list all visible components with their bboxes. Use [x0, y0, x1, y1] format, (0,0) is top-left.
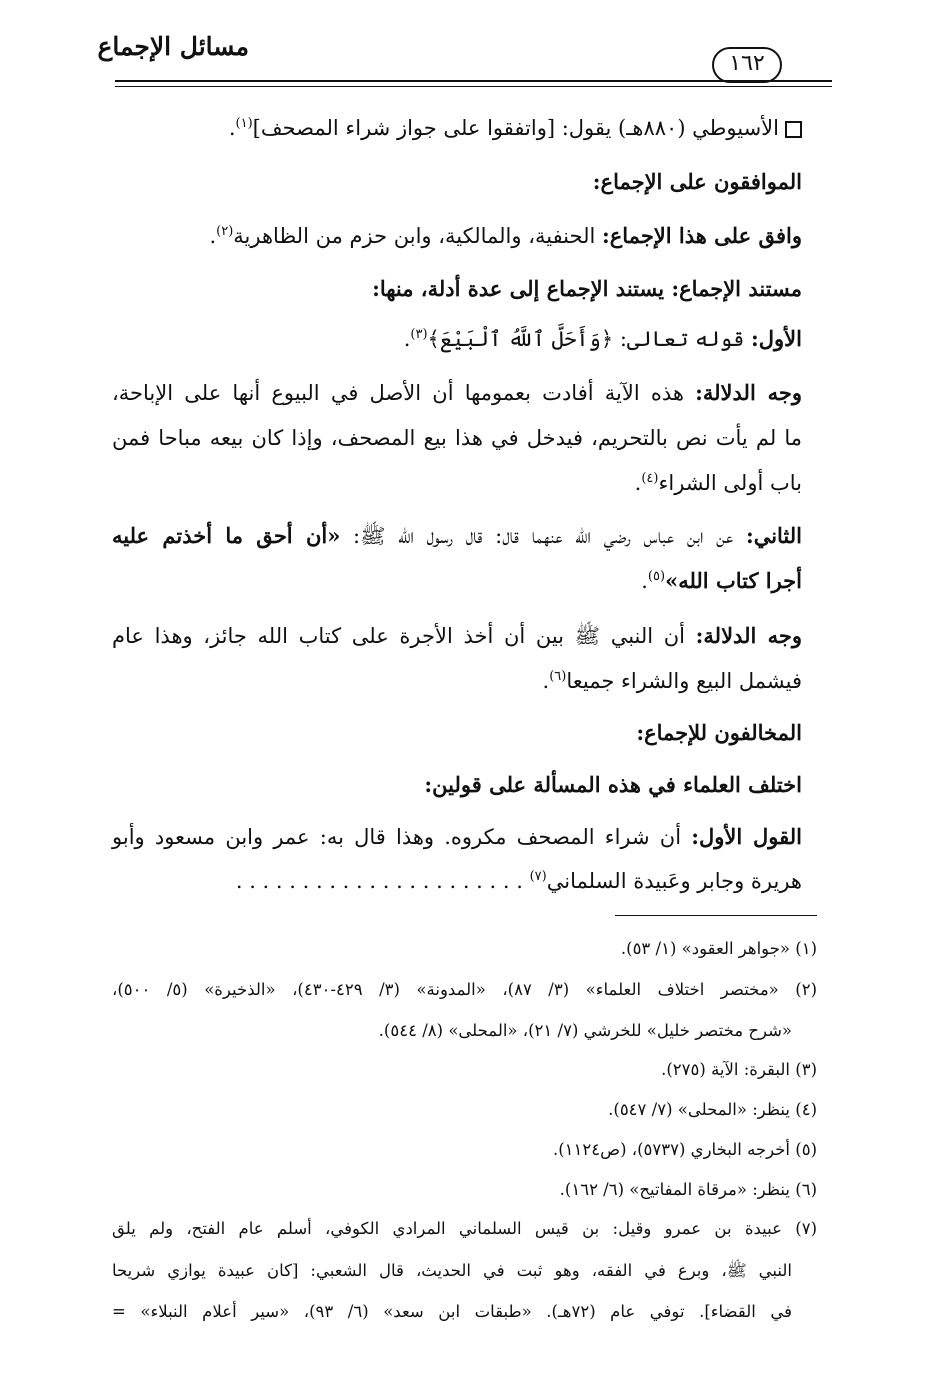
running-title: مسائل الإجماع [97, 32, 249, 61]
paragraph-line-3: وافق على هذا الإجماع: الحنفية، والمالكية، وابن حزم من الظاهرية$^{(٢)}$. [209, 223, 802, 248]
header-rule [115, 80, 832, 82]
paragraph-line-10: أجرا كتاب الله»$^{(٥)}$. [641, 568, 802, 593]
footnote-7-continued-2: في القضاء]. توفي عام (٧٢هـ). «طبقات ابن سعد» (٦/ ٩٣)، «سير أعلام النبلاء» = [112, 1302, 793, 1321]
footnote-1: (١) «جواهر العقود» (١/ ٥٣). [620, 939, 817, 958]
footnote-5: (٥) أخرجه البخاري (٥٧٣٧)، (ص١١٢٤). [552, 1140, 817, 1159]
footnote-4: (٤) ينظر: «المحلى» (٧/ ٥٤٧). [608, 1100, 817, 1119]
footnote-2: (٢) «مختصر اختلاف العلماء» (٣/ ٨٧)، «المدونة» (٣/ ٤٢٩-٤٣٠)، «الذخيرة» (٥/ ٥٠٠)، [112, 980, 817, 999]
paragraph-line-11: وجه الدلالة: أن النبي ﷺ بين أن أخذ الأجرة على كتاب الله جائز، وهذا عام [112, 623, 802, 648]
footnote-2-continued: «شرح مختصر خليل» للخرشي (٧/ ٢١)، «المحلى» (٨/ ٥٤٤). [378, 1021, 792, 1040]
page-number: ١٦٢ [712, 47, 782, 83]
paragraph-line-9: الثاني: عن ابن عباس رضي الله عنهما قال: قال رسول الله ﷺ: «أن أحق ما أخذتم عليه [112, 523, 803, 548]
header-rule-thin [115, 86, 832, 87]
paragraph-line-16: هريرة وجابر وعَبيدة السلماني$^{(٧)}$ . . . . . . . . . . . . . . . . . . . . . . [235, 869, 802, 893]
paragraph-line-6: وجه الدلالة: هذه الآية أفادت بعمومها أن الأصل في البيوع أنها على الإباحة، [112, 380, 802, 405]
footnote-3: (٣) البقرة: الآية (٢٧٥). [661, 1060, 817, 1079]
section-heading-agreeing: الموافقون على الإجماع: [592, 169, 802, 194]
footnote-ref[interactable]: (٢) [216, 224, 234, 239]
square-bullet-icon [785, 121, 802, 138]
paragraph-line-12: فيشمل البيع والشراء جميعا$^{(٦)}$. [542, 669, 802, 693]
footnote-6: (٦) ينظر: «مرقاة المفاتيح» (٦/ ١٦٢). [559, 1180, 817, 1199]
footnote-7: (٧) عبيدة بن عمرو وقيل: بن قيس السلماني المرادي الكوفي، أسلم عام الفتح، ولم يلق [112, 1219, 817, 1238]
section-heading-evidence: مستند الإجماع: يستند الإجماع إلى عدة أدلة، منها: [372, 276, 802, 301]
paragraph-line-5: الأول: قوله تعالى: ﴿وَأَحَلَّ ٱللَّهُ ٱلْبَيْعَ﴾$^{(٣)}$. [403, 326, 802, 351]
footnote-separator [615, 915, 817, 916]
section-heading-opinions: اختلف العلماء في هذه المسألة على قولين: [424, 772, 802, 797]
paragraph-line-8: باب أولى الشراء$^{(٤)}$. [634, 471, 802, 495]
footnote-7-continued: النبي ﷺ، وبرع في الفقه، وهو ثبت في الحديث، قال الشعبي: [كان عبيدة يوازي شريحا [112, 1261, 792, 1280]
section-heading-opposing: المخالفون للإجماع: [636, 720, 802, 745]
footnote-ref[interactable]: (٧) [529, 869, 547, 884]
paragraph-line-1: الأسيوطي (٨٨٠هـ) يقول: [واتفقوا على جواز شراء المصحف]$^{(١)}$. [112, 109, 802, 147]
footnote-ref[interactable]: (٣) [410, 327, 428, 342]
paragraph-line-15: القول الأول: أن شراء المصحف مكروه. وهذا قال به: عمر وابن مسعود وأبو [112, 824, 802, 849]
footnote-ref[interactable]: (٥) [647, 569, 666, 584]
paragraph-line-7: ما لم يأت نص بالتحريم، فيدخل في هذا بيع المصحف، وإذا كان بيعه مباحا فمن [112, 426, 802, 450]
footnote-ref[interactable]: (١) [235, 116, 253, 131]
footnote-ref[interactable]: (٦) [549, 669, 567, 684]
footnote-ref[interactable]: (٤) [641, 471, 659, 486]
